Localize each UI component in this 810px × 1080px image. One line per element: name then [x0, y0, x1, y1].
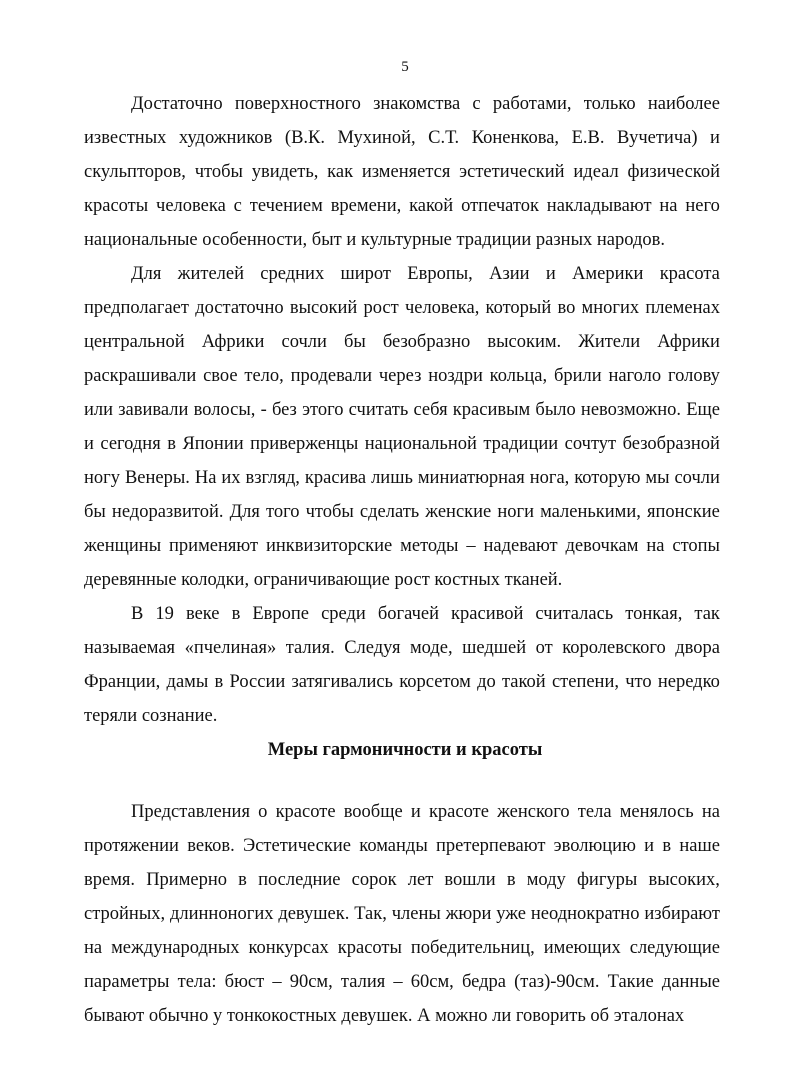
- text-line: стройных, длинноногих девушек. Так, члены жюри уже неоднократно избирают: [84, 904, 720, 924]
- text-line: или завивали волосы, - без этого считать себя красивым было невозможно. Еще: [84, 400, 720, 420]
- text-line: скульпторов, чтобы увидеть, как изменяется эстетический идеал физической: [84, 162, 720, 182]
- paragraph: [84, 597, 720, 733]
- text-line: деревянные колодки, ограничивающие рост костных тканей.: [84, 570, 563, 590]
- text-line: национальные особенности, быт и культурные традиции разных народов.: [84, 230, 665, 250]
- text-line: теряли сознание.: [84, 706, 218, 726]
- text-line: протяжении веков. Эстетические команды претерпевают эволюцию и в наше: [84, 836, 720, 856]
- text-line: предполагает достаточно высокий рост человека, который во многих племенах: [84, 298, 720, 318]
- paragraph: [84, 257, 720, 597]
- paragraph: [84, 87, 720, 257]
- text-line: женщины применяют инквизиторские методы – надевают девочкам на стопы: [84, 536, 720, 556]
- text-line: центральной Африки сочли бы безобразно высоким. Жители Африки: [84, 332, 720, 352]
- paragraph: [84, 795, 720, 1033]
- text-line: красоты человека с течением времени, какой отпечаток накладывают на него: [84, 196, 720, 216]
- text-line: параметры тела: бюст – 90см, талия – 60см, бедра (таз)-90см. Такие данные: [84, 972, 720, 992]
- text-line: Представления о красоте вообще и красоте женского тела менялось на: [131, 802, 720, 822]
- text-line: ногу Венеры. На их взгляд, красива лишь миниатюрная нога, которую мы сочли: [84, 468, 720, 488]
- text-line: и сегодня в Японии приверженцы национальной традиции сочтут безобразной: [84, 434, 720, 454]
- text-line: бы недоразвитой. Для того чтобы сделать женские ноги маленькими, японские: [84, 502, 720, 522]
- text-line: Для жителей средних широт Европы, Азии и Америки красота: [131, 264, 720, 284]
- text-line: известных художников (В.К. Мухиной, С.Т. Коненкова, Е.В. Вучетича) и: [84, 128, 720, 148]
- text-line: бывают обычно у тонкокостных девушек. А можно ли говорить об эталонах: [84, 1006, 685, 1026]
- text-line: называемая «пчелиная» талия. Следуя моде, шедшей от королевского двора: [84, 638, 720, 658]
- page-number: 5: [401, 59, 409, 75]
- text-line: Франции, дамы в России затягивались корсетом до такой степени, что нередко: [84, 672, 720, 692]
- text-line: раскрашивали свое тело, продевали через ноздри кольца, брили наголо голову: [84, 366, 720, 386]
- text-line: время. Примерно в последние сорок лет вошли в моду фигуры высоких,: [84, 870, 720, 890]
- body-text-top: [84, 87, 720, 733]
- text-line: В 19 веке в Европе среди богачей красивой считалась тонкая, так: [131, 604, 720, 624]
- text-line: на международных конкурсах красоты победительниц, имеющих следующие: [84, 938, 720, 958]
- text-line: Достаточно поверхностного знакомства с работами, только наиболее: [131, 94, 720, 114]
- section-heading: Меры гармоничности и красоты: [267, 740, 543, 760]
- body-text-bottom: [84, 795, 720, 1033]
